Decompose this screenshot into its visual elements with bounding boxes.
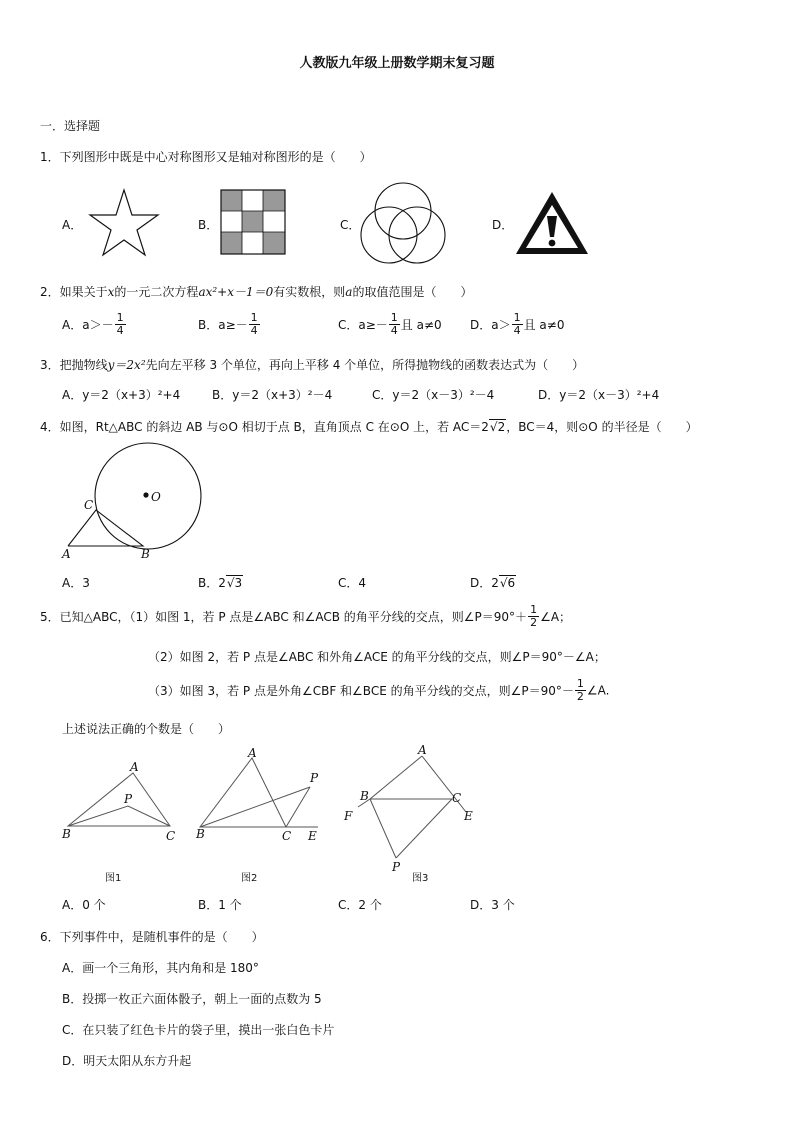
star-icon bbox=[88, 188, 160, 258]
q3-option-a: A．y＝2（x+3）²+4 bbox=[62, 388, 181, 402]
q5-option-b: B．1 个 bbox=[198, 898, 242, 912]
fig2-label-p: P bbox=[310, 771, 319, 785]
q6-option-d: D．明天太阳从东方升起 bbox=[62, 1054, 192, 1068]
q4-option-d: D．2√6 bbox=[470, 576, 516, 590]
q2-option-d: D．a＞ $\frac{1}{4}$ 且 a≠0 bbox=[470, 311, 565, 337]
q1-option-b-label: B． bbox=[198, 218, 219, 232]
q2-option-c: C．a≥－ $\frac{1}{4}$ 且 a≠0 bbox=[338, 311, 442, 337]
fig3-label-b: B bbox=[360, 789, 369, 803]
checkerboard-icon bbox=[220, 189, 286, 255]
fig1-label-a: A bbox=[130, 760, 139, 774]
label-o: O bbox=[151, 490, 161, 504]
center-point-o bbox=[143, 492, 148, 497]
fig3-label-a: A bbox=[418, 743, 427, 757]
label-b: B bbox=[141, 547, 150, 561]
q4-figure bbox=[58, 440, 218, 562]
q2-option-b: B．a≥－ $\frac{1}{4}$ bbox=[198, 311, 258, 337]
q1-option-c-label: C． bbox=[340, 218, 361, 232]
q1-option-a-label: A． bbox=[62, 218, 83, 232]
fig2-label-e: E bbox=[308, 829, 317, 843]
label-c: C bbox=[84, 498, 94, 512]
fig3-label-f: F bbox=[344, 809, 353, 823]
q5-figure-1 bbox=[58, 756, 198, 886]
q4-stem: 4．如图，Rt△ABC 的斜边 AB 与⊙O 相切于点 B，直角顶点 C 在⊙O 上，若 AC＝2√2，BC＝4，则⊙O 的半径是（ ） bbox=[40, 420, 698, 434]
q6-option-a: A．画一个三角形，其内角和是 180° bbox=[62, 961, 259, 975]
q3-option-d: D．y＝2（x－3）²+4 bbox=[538, 388, 660, 402]
page-title: 人教版九年级上册数学期末复习题 bbox=[299, 56, 495, 71]
q3-option-b: B．y＝2（x+3）²－4 bbox=[212, 388, 333, 402]
three-circles-icon bbox=[360, 180, 446, 264]
warning-triangle-icon bbox=[514, 190, 590, 256]
q5-figure-2 bbox=[190, 742, 340, 886]
q6-option-c: C．在只装了红色卡片的袋子里，摸出一张白色卡片 bbox=[62, 1023, 335, 1037]
q5-figure-3 bbox=[338, 742, 488, 886]
fig1-label-c: C bbox=[166, 829, 176, 843]
q4-option-a: A．3 bbox=[62, 576, 90, 590]
q4-option-b: B．2√3 bbox=[198, 576, 243, 590]
q5-line-4: 上述说法正确的个数是（ ） bbox=[62, 722, 231, 736]
fig2-caption: 图2 bbox=[241, 873, 258, 884]
q2-option-a: A．a＞－ $\frac{1}{4}$ bbox=[62, 311, 124, 337]
fig2-label-b: B bbox=[196, 827, 205, 841]
q5-line-1: 5．已知△ABC，（1）如图 1，若 P 点是∠ABC 和∠ACB 的角平分线的交点，则∠P＝90°＋ $\frac{1}{2}$ ∠A； bbox=[40, 603, 572, 629]
fig1-label-p: P bbox=[124, 792, 133, 806]
q1-option-d-label: D． bbox=[492, 218, 514, 232]
fig3-label-e: E bbox=[464, 809, 473, 823]
fig3-caption: 图3 bbox=[412, 873, 429, 884]
q3-option-c: C．y＝2（x－3）²－4 bbox=[372, 388, 495, 402]
q5-option-a: A．0 个 bbox=[62, 898, 106, 912]
fig2-label-a: A bbox=[248, 746, 257, 760]
fig1-label-b: B bbox=[62, 827, 71, 841]
q4-option-c: C．4 bbox=[338, 576, 367, 590]
label-a: A bbox=[62, 547, 71, 561]
q5-option-c: C．2 个 bbox=[338, 898, 382, 912]
q6-stem: 6．下列事件中，是随机事件的是（ ） bbox=[40, 930, 264, 944]
fig3-label-p: P bbox=[392, 860, 401, 874]
q5-line-3: （3）如图 3，若 P 点是外角∠CBF 和∠BCE 的角平分线的交点，则∠P＝90°－ $\frac{1}{2}$ ∠A. bbox=[148, 677, 610, 703]
q2-stem: 2．如果关于x的一元二次方程ax²+x－1＝0有实数根，则a的取值范围是（ ） bbox=[40, 285, 473, 299]
fig1-caption: 图1 bbox=[105, 873, 122, 884]
q3-stem: 3．把抛物线y＝2x²先向左平移 3 个单位，再向上平移 4 个单位，所得抛物线的函数表达式为（ ） bbox=[40, 358, 585, 372]
section-heading: 一．选择题 bbox=[40, 119, 101, 133]
q5-option-d: D．3 个 bbox=[470, 898, 515, 912]
fig2-label-c: C bbox=[282, 829, 292, 843]
q1-stem: 1．下列图形中既是中心对称图形又是轴对称图形的是（ ） bbox=[40, 150, 372, 164]
fig3-label-c: C bbox=[452, 791, 462, 805]
q6-option-b: B．投掷一枚正六面体骰子，朝上一面的点数为 5 bbox=[62, 992, 322, 1006]
q5-line-2: （2）如图 2，若 P 点是∠ABC 和外角∠ACE 的角平分线的交点，则∠P＝90°－∠A； bbox=[148, 650, 606, 664]
